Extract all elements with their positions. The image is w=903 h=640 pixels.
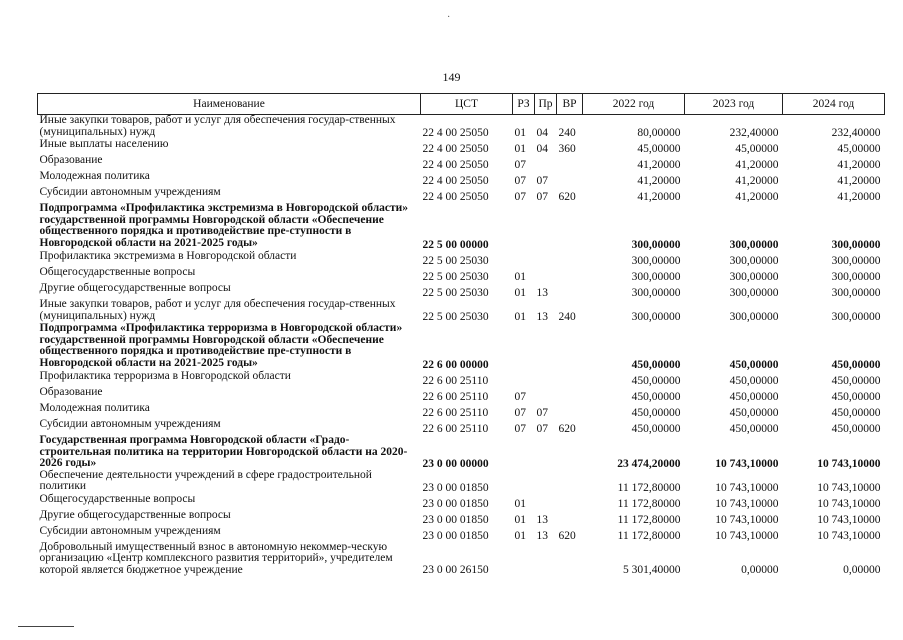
cell-rz: 01: [514, 271, 526, 283]
cell-2023: 300,00000: [729, 239, 779, 251]
cell-name: Подпрограмма «Профилактика терроризма в Новгородской области» государственной программы Новгородской области «Обеспечение общественного порядка и противодействие пре-ступности в Новгородской области на 2021-2025 годы»: [39, 322, 403, 369]
cell-name: Общегосударственные вопросы: [39, 492, 196, 505]
cell-2022: 300,00000: [631, 271, 681, 283]
cell-2023: 450,00000: [729, 391, 779, 403]
cell-name: Иные выплаты населению: [39, 138, 169, 150]
col-header-name: Наименование: [38, 94, 421, 115]
col-header-pr: Пр: [535, 94, 557, 115]
cell-name: Иные закупки товаров, работ и услуг для обеспечения государ-ственных (муниципальных) нужд: [39, 114, 396, 138]
cell-2024: 300,00000: [831, 255, 881, 267]
cell-code: 22 4 00 25050: [422, 159, 489, 171]
col-header-2024: 2024 год: [783, 94, 885, 115]
cell-2024: 450,00000: [831, 375, 881, 387]
cell-rz: [513, 542, 535, 577]
cell-vr: [557, 323, 583, 371]
cell-pr: 07: [536, 407, 548, 419]
cell-vr: [557, 403, 583, 419]
cell-2023: 10 743,10000: [715, 497, 779, 510]
cell-2023: 300,00000: [729, 271, 779, 283]
cell-code: 22 6 00 25110: [422, 407, 489, 419]
cell-2022: 450,00000: [631, 391, 681, 403]
table-row: [38, 155, 885, 171]
cell-vr: [557, 371, 583, 387]
cell-code: 22 4 00 25050: [422, 143, 489, 155]
cell-vr: [557, 542, 583, 577]
cell-code: 23 0 00 01850: [422, 497, 489, 510]
cell-2023: 300,00000: [729, 255, 779, 267]
cell-pr: [535, 387, 557, 403]
cell-2022: 11 172,80000: [617, 529, 681, 542]
cell-name: Иные закупки товаров, работ и услуг для обеспечения государ-ственных (муниципальных) нужд: [39, 298, 396, 322]
cell-pr: [535, 435, 557, 470]
table-header-row: [38, 94, 885, 115]
cell-pr: [535, 251, 557, 267]
col-header-code: ЦСТ: [421, 94, 513, 115]
table-row: [38, 267, 885, 283]
cell-code: 22 5 00 25030: [422, 271, 489, 283]
cell-2023: 450,00000: [729, 407, 779, 419]
cell-vr: [557, 494, 583, 510]
cell-2023: 41,20000: [735, 191, 779, 203]
cell-pr: 07: [536, 423, 548, 435]
cell-2024: 0,00000: [843, 564, 881, 576]
cell-pr: [535, 470, 557, 494]
cell-rz: [513, 323, 535, 371]
table-row: [38, 139, 885, 155]
cell-2024: 300,00000: [831, 311, 881, 323]
cell-name: Добровольный имущественный взнос в автономную некоммер-ческую организацию «Центр комплексного развития территорий», учредителем которой является бюджетное учреждение: [39, 540, 393, 576]
cell-vr: [557, 155, 583, 171]
cell-rz: 01: [514, 497, 526, 510]
cell-2024: 41,20000: [837, 191, 881, 203]
cell-name: Другие общегосударственные вопросы: [39, 508, 231, 521]
col-header-vr: ВР: [557, 94, 583, 115]
cell-vr: 620: [558, 529, 576, 542]
cell-2023: 300,00000: [729, 287, 779, 299]
table-row: [38, 387, 885, 403]
cell-code: 23 0 00 01850: [422, 481, 489, 494]
cell-pr: 13: [536, 529, 548, 542]
cell-2024: 300,00000: [831, 239, 881, 251]
cell-pr: [535, 371, 557, 387]
cell-2022: 23 474,20000: [617, 457, 681, 470]
cell-code: 22 4 00 25050: [422, 175, 489, 187]
col-header-rz: РЗ: [513, 94, 535, 115]
table-row: [38, 187, 885, 203]
cell-2022: 450,00000: [631, 375, 681, 387]
table-row: [38, 299, 885, 323]
cell-2024: 10 743,10000: [817, 481, 881, 494]
cell-name: Субсидии автономным учреждениям: [39, 418, 221, 430]
cell-code: 22 4 00 25050: [422, 127, 489, 139]
scan-speck: ·: [447, 12, 451, 23]
cell-vr: [557, 171, 583, 187]
cell-2022: 41,20000: [637, 175, 681, 187]
cell-2023: 300,00000: [729, 311, 779, 323]
cell-code: 23 0 00 26150: [422, 564, 489, 576]
cell-2024: 10 743,10000: [817, 513, 881, 526]
cell-vr: [557, 435, 583, 470]
table-row: [38, 510, 885, 526]
cell-2022: 5 301,40000: [623, 564, 681, 576]
cell-pr: 13: [536, 513, 548, 526]
cell-2023: 450,00000: [729, 375, 779, 387]
cell-code: 22 4 00 25050: [422, 191, 489, 203]
cell-pr: 07: [536, 175, 548, 187]
cell-pr: [535, 494, 557, 510]
cell-code: 22 6 00 25110: [422, 375, 489, 387]
cell-pr: 04: [536, 143, 548, 155]
cell-name: Образование: [39, 386, 103, 398]
cell-pr: [535, 203, 557, 251]
cell-2023: 10 743,10000: [715, 457, 779, 470]
table-row: [38, 371, 885, 387]
cell-2023: 232,40000: [729, 127, 779, 139]
table-row: [38, 542, 885, 577]
cell-2023: 10 743,10000: [715, 529, 779, 542]
cell-vr: [557, 251, 583, 267]
cell-code: 23 0 00 01850: [422, 529, 489, 542]
col-header-2023: 2023 год: [685, 94, 783, 115]
cell-rz: 07: [514, 191, 526, 203]
cell-2022: 300,00000: [631, 287, 681, 299]
table-row: [38, 283, 885, 299]
table-row: [38, 251, 885, 267]
table-row: [38, 435, 885, 470]
cell-2022: 450,00000: [631, 359, 681, 371]
cell-2023: 0,00000: [741, 564, 779, 576]
cell-rz: 01: [514, 529, 526, 542]
cell-code: 23 0 00 01850: [422, 513, 489, 526]
cell-rz: 07: [514, 423, 526, 435]
cell-name: Образование: [39, 154, 103, 166]
cell-2023: 10 743,10000: [715, 481, 779, 494]
cell-rz: 01: [514, 143, 526, 155]
table-row: [38, 323, 885, 371]
cell-code: 22 5 00 00000: [422, 239, 489, 251]
cell-code: 22 5 00 25030: [422, 311, 489, 323]
cell-name: Субсидии автономным учреждениям: [39, 524, 221, 537]
cell-2024: 10 743,10000: [817, 457, 881, 470]
cell-code: 22 5 00 25030: [422, 255, 489, 267]
cell-rz: 01: [514, 287, 526, 299]
cell-2022: 41,20000: [637, 191, 681, 203]
cell-pr: 13: [536, 311, 548, 323]
cell-name: Общегосударственные вопросы: [39, 266, 196, 278]
cell-pr: [535, 155, 557, 171]
cell-2022: 300,00000: [631, 239, 681, 251]
cell-2023: 10 743,10000: [715, 513, 779, 526]
cell-vr: 360: [558, 143, 576, 155]
cell-2022: 450,00000: [631, 423, 681, 435]
cell-rz: 01: [514, 513, 526, 526]
cell-rz: [513, 435, 535, 470]
cell-name: Обеспечение деятельности учреждений в сфере градостроительной политики: [39, 468, 372, 492]
cell-rz: 07: [514, 175, 526, 187]
cell-name: Другие общегосударственные вопросы: [39, 282, 231, 294]
cell-vr: 620: [558, 191, 576, 203]
cell-code: 22 6 00 25110: [422, 391, 489, 403]
cell-vr: [557, 470, 583, 494]
cell-rz: 07: [514, 391, 526, 403]
cell-name: Профилактика терроризма в Новгородской области: [39, 370, 291, 382]
table-row: [38, 526, 885, 542]
cell-vr: 240: [558, 127, 576, 139]
cell-rz: [513, 470, 535, 494]
cell-2024: 10 743,10000: [817, 497, 881, 510]
footer-rule: [18, 626, 74, 627]
table-row: [38, 403, 885, 419]
cell-rz: 01: [514, 311, 526, 323]
cell-2024: 300,00000: [831, 287, 881, 299]
cell-name: Молодежная политика: [39, 170, 150, 182]
table-row: [38, 494, 885, 510]
cell-name: Молодежная политика: [39, 402, 150, 414]
cell-name: Профилактика экстремизма в Новгородской области: [39, 250, 297, 262]
table-row: [38, 171, 885, 187]
cell-2024: 450,00000: [831, 423, 881, 435]
cell-2023: 41,20000: [735, 175, 779, 187]
cell-code: 22 6 00 00000: [422, 359, 489, 371]
cell-2022: 300,00000: [631, 255, 681, 267]
cell-code: 23 0 00 00000: [422, 457, 489, 470]
cell-rz: 07: [514, 159, 526, 171]
cell-2024: 41,20000: [837, 159, 881, 171]
cell-rz: [513, 203, 535, 251]
table-row: [38, 203, 885, 251]
cell-vr: [557, 510, 583, 526]
cell-2022: 41,20000: [637, 159, 681, 171]
cell-2022: 80,00000: [637, 127, 681, 139]
cell-2023: 41,20000: [735, 159, 779, 171]
cell-vr: 620: [558, 423, 576, 435]
cell-2024: 450,00000: [831, 391, 881, 403]
table-row: [38, 115, 885, 140]
cell-2022: 45,00000: [637, 143, 681, 155]
cell-2022: 450,00000: [631, 407, 681, 419]
cell-vr: [557, 283, 583, 299]
cell-rz: [513, 371, 535, 387]
cell-vr: [557, 267, 583, 283]
cell-2024: 10 743,10000: [817, 529, 881, 542]
cell-2024: 232,40000: [831, 127, 881, 139]
cell-rz: [513, 251, 535, 267]
cell-name: Субсидии автономным учреждениям: [39, 186, 221, 198]
cell-2024: 300,00000: [831, 271, 881, 283]
cell-2022: 11 172,80000: [617, 513, 681, 526]
cell-rz: 01: [514, 127, 526, 139]
cell-2022: 300,00000: [631, 311, 681, 323]
cell-2024: 45,00000: [837, 143, 881, 155]
cell-pr: [535, 267, 557, 283]
cell-2024: 41,20000: [837, 175, 881, 187]
cell-name: Государственная программа Новгородской области «Градо-строительная политика на территории Новгородской области на 2020-2026 годы»: [39, 434, 408, 469]
cell-rz: 07: [514, 407, 526, 419]
cell-name: Подпрограмма «Профилактика экстремизма в Новгородской области» государственной программы Новгородской области «Обеспечение общественного порядка и противодействие пре-ступности в Новгородской области на 2021-2025 годы»: [39, 202, 409, 249]
cell-2022: 11 172,80000: [617, 481, 681, 494]
cell-2024: 450,00000: [831, 407, 881, 419]
cell-2022: 11 172,80000: [617, 497, 681, 510]
cell-pr: [535, 323, 557, 371]
cell-pr: [535, 542, 557, 577]
cell-2023: 450,00000: [729, 359, 779, 371]
cell-pr: 07: [536, 191, 548, 203]
col-header-2022: 2022 год: [583, 94, 685, 115]
cell-vr: [557, 203, 583, 251]
page-number: 149: [442, 70, 461, 84]
cell-pr: 04: [536, 127, 548, 139]
table-row: [38, 470, 885, 494]
cell-code: 22 6 00 25110: [422, 423, 489, 435]
cell-2024: 450,00000: [831, 359, 881, 371]
cell-2023: 45,00000: [735, 143, 779, 155]
cell-code: 22 5 00 25030: [422, 287, 489, 299]
cell-2023: 450,00000: [729, 423, 779, 435]
cell-pr: 13: [536, 287, 548, 299]
cell-vr: [557, 387, 583, 403]
cell-vr: 240: [558, 311, 576, 323]
table-row: [38, 419, 885, 435]
budget-table: [37, 93, 885, 576]
